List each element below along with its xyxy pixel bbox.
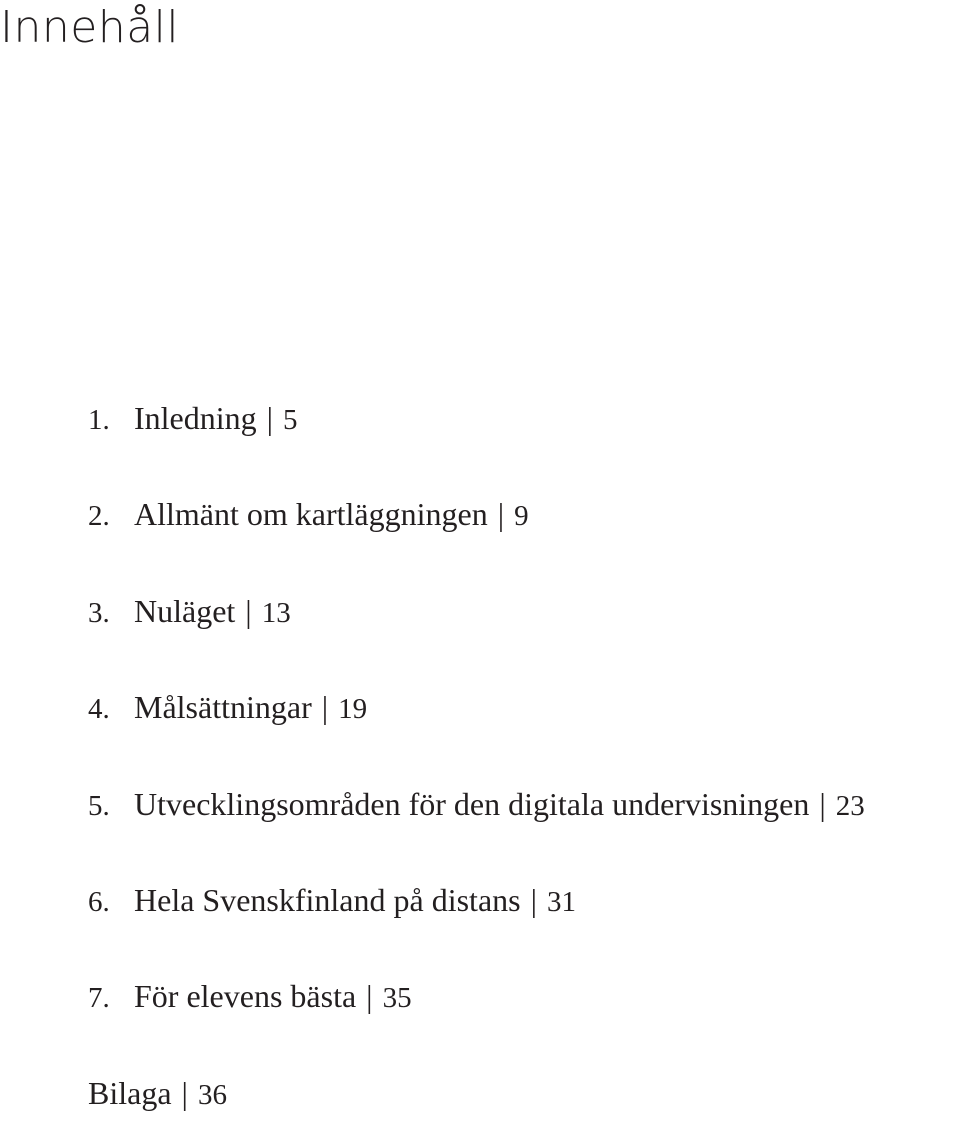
toc-entry-title: Målsättningar — [134, 689, 312, 726]
toc-entry-separator: | — [266, 400, 274, 436]
toc-entry-separator: | — [366, 978, 373, 1015]
toc-entry-title: För elevens bästa — [134, 978, 357, 1015]
toc-entry-number: 3. — [88, 596, 110, 629]
toc-entry-malsattningar[interactable] — [88, 683, 865, 731]
toc-entry-separator: | — [181, 1074, 188, 1111]
toc-entry-page: 23 — [835, 789, 865, 822]
toc-entry-page: 35 — [382, 982, 412, 1015]
toc-entry-separator: | — [819, 785, 826, 822]
toc-entry-number: 5. — [88, 789, 110, 822]
toc-entry-page: 36 — [197, 1078, 227, 1111]
toc-entry-inledning[interactable] — [88, 394, 865, 442]
toc-entry-utvecklingsomraden[interactable] — [88, 780, 865, 828]
toc-entry-title: Hela Svenskfinland på distans — [134, 881, 521, 918]
toc-entry-separator: | — [530, 881, 537, 918]
toc-entry-number: 2. — [88, 500, 110, 533]
table-of-contents — [88, 394, 865, 1117]
toc-entry-number: 1. — [88, 404, 110, 436]
toc-entry-separator: | — [497, 496, 505, 533]
toc-entry-separator: | — [245, 592, 252, 629]
toc-entry-page: 5 — [283, 404, 298, 436]
toc-entry-separator: | — [321, 689, 329, 726]
toc-entry-number: 6. — [88, 885, 110, 918]
toc-entry-allmant[interactable] — [88, 490, 865, 538]
toc-entry-title: Bilaga — [88, 1074, 172, 1111]
toc-entry-number: 7. — [88, 982, 110, 1015]
toc-entry-title: Allmänt om kartläggningen — [134, 496, 488, 533]
toc-entry-elevens-basta[interactable] — [88, 972, 865, 1020]
toc-entry-bilaga[interactable] — [88, 1069, 865, 1117]
toc-entry-nulaget[interactable] — [88, 587, 865, 635]
toc-entry-title: Nuläget — [134, 592, 236, 629]
toc-entry-page: 31 — [547, 885, 576, 918]
page-title: Innehåll — [0, 2, 180, 53]
toc-entry-page: 19 — [338, 693, 368, 726]
toc-entry-number: 4. — [88, 693, 110, 726]
toc-entry-title: Utvecklingsområden för den digitala undervisningen — [134, 785, 810, 822]
toc-entry-title: Inledning — [134, 400, 257, 436]
toc-entry-page: 9 — [514, 500, 529, 533]
toc-entry-page: 13 — [261, 596, 291, 629]
toc-entry-hela-svenskfinland[interactable] — [88, 876, 865, 924]
